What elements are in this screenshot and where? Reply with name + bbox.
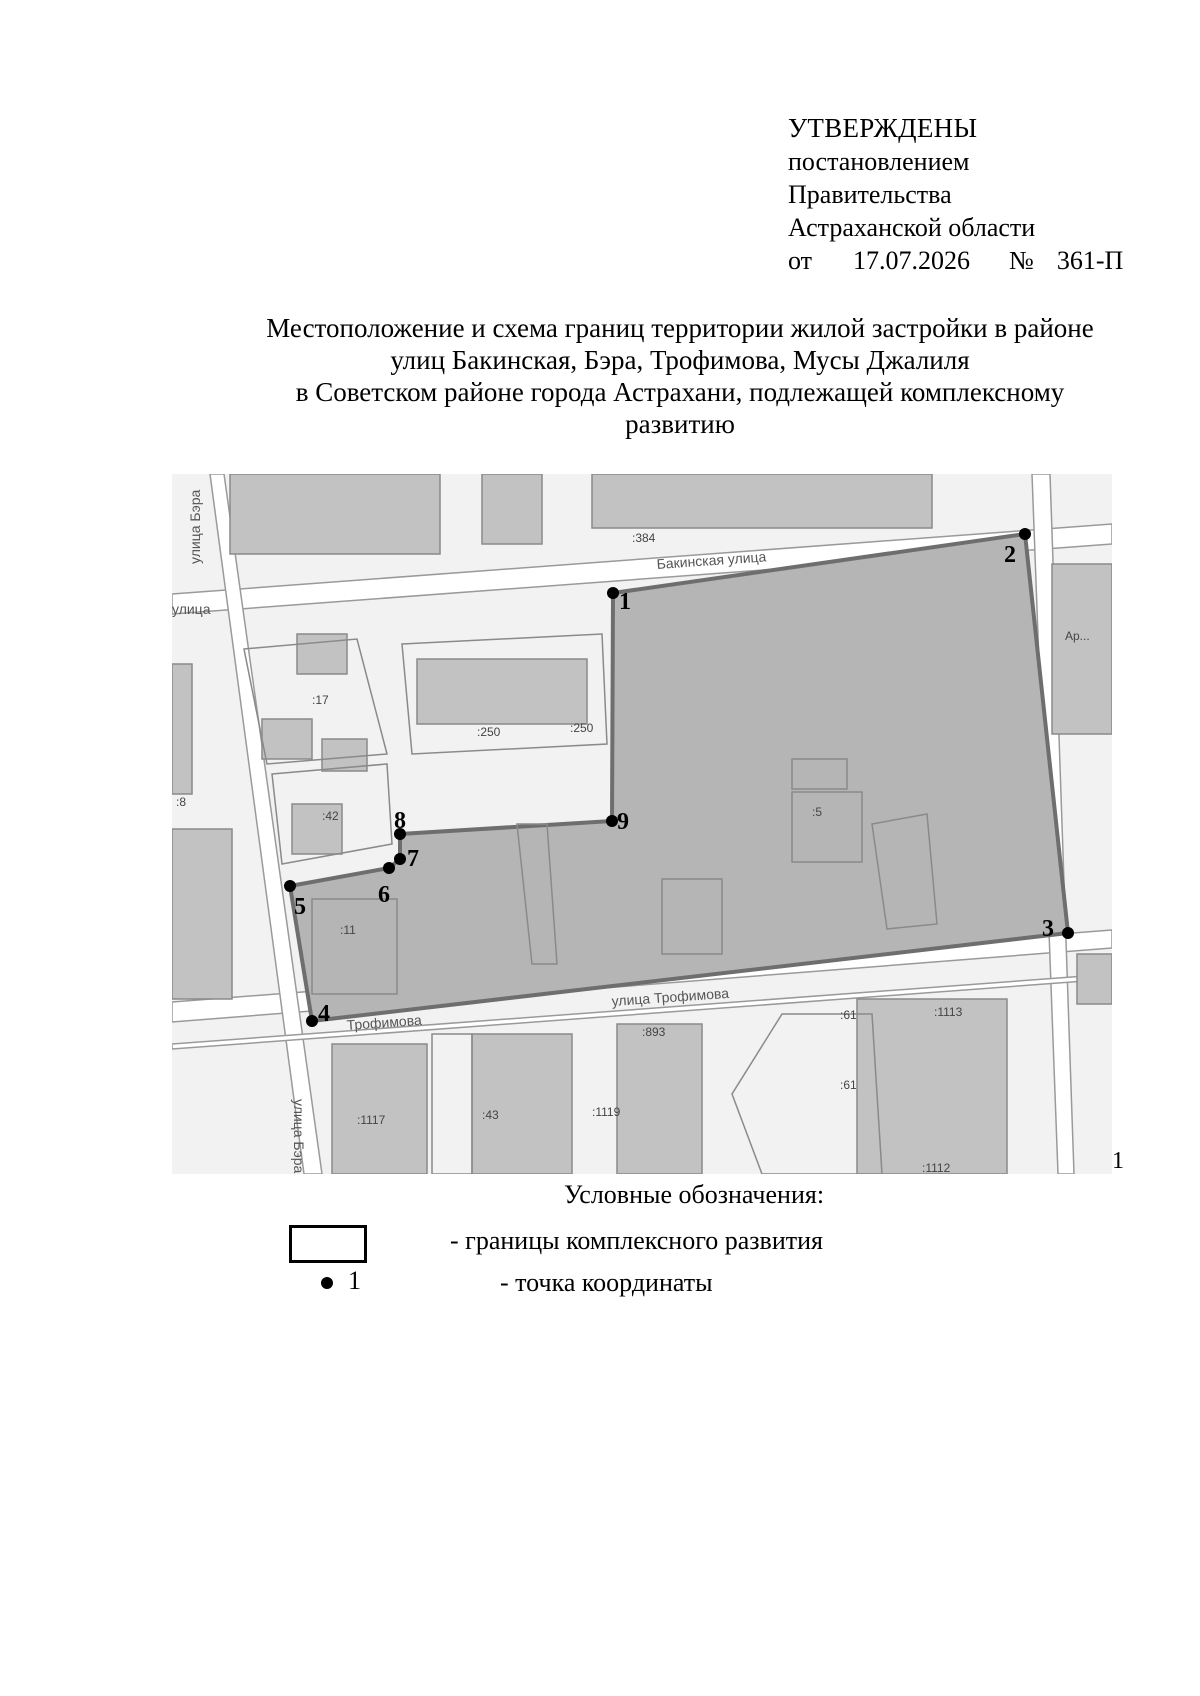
coordinate-point xyxy=(1062,927,1074,939)
legend-point-label: - точка координаты xyxy=(500,1268,713,1297)
title-line-4: развитию xyxy=(625,409,735,439)
parcel-label-893: :893 xyxy=(642,1025,666,1039)
legend-boundary-label: - границы комплексного развития xyxy=(450,1226,823,1255)
parcel-label-61b: :61 xyxy=(840,1078,857,1092)
legend-point-number: 1 xyxy=(348,1266,361,1295)
legend-boundary-symbol xyxy=(289,1225,367,1263)
point-label: 4 xyxy=(318,1001,330,1027)
territory-map xyxy=(172,474,1112,1174)
building-1117 xyxy=(332,1044,427,1174)
street-label-trofimova-short: Трофимова xyxy=(346,1011,423,1033)
parcel-label-1112: :1112 xyxy=(922,1161,951,1174)
point-label: 9 xyxy=(617,809,629,835)
approval-line-decree: постановлением xyxy=(788,147,970,176)
approval-dateline xyxy=(788,244,1123,277)
coordinate-point xyxy=(383,862,395,874)
building-west-2 xyxy=(172,829,232,999)
parcel-label-250b: :250 xyxy=(570,721,594,735)
parcel-label-43: :43 xyxy=(482,1108,499,1122)
approval-heading: УТВЕРЖДЕНЫ xyxy=(788,113,978,143)
parcel-label-17: :17 xyxy=(312,693,329,707)
document-title xyxy=(220,312,1140,440)
parcel-label-1113: :1113 xyxy=(934,1005,963,1019)
parcel-label-8: :8 xyxy=(176,795,187,809)
building-17b xyxy=(262,719,312,759)
parcel-label-1117: :1117 xyxy=(357,1113,386,1127)
coordinate-point xyxy=(394,853,406,865)
label-ar: Ар... xyxy=(1065,629,1090,643)
map-canvas xyxy=(172,474,1112,1174)
point-label: 1 xyxy=(619,589,631,615)
parcel-label-5: :5 xyxy=(812,805,823,819)
legend-point-symbol xyxy=(321,1277,333,1289)
parcel-label-11: :11 xyxy=(340,923,356,937)
point-label: 6 xyxy=(378,882,390,908)
street-label-bakinskaya: Бакинская улица xyxy=(656,548,767,572)
street-label-trofimova: улица Трофимова xyxy=(611,984,730,1009)
approval-number-sign: № xyxy=(1009,246,1034,275)
approval-line-region: Астраханской области xyxy=(788,213,1036,242)
building-nw-2 xyxy=(482,474,542,544)
point-label: 2 xyxy=(1004,542,1016,568)
street-label-bera-top: улица Бэра xyxy=(187,489,203,564)
parcel-label-384: :384 xyxy=(632,531,656,545)
approval-number: 361-П xyxy=(1056,246,1124,275)
approval-date: 17.07.2026 xyxy=(853,246,971,275)
building-1113 xyxy=(857,999,1007,1174)
building-east-2 xyxy=(1077,954,1112,1004)
page-mark: 1 xyxy=(1112,1148,1124,1174)
title-line-1: Местоположение и схема границ территории жилой застройки в районе xyxy=(266,313,1094,343)
approval-block xyxy=(788,112,1123,277)
coordinate-point xyxy=(284,880,296,892)
building-1119 xyxy=(472,1034,572,1174)
building-893 xyxy=(617,1024,702,1174)
approval-line-government: Правительства xyxy=(788,180,952,209)
street-label-bera-bottom: улица Бэра xyxy=(291,1099,307,1174)
parcel-label-61a: :61 xyxy=(840,1008,857,1022)
parcel-label-1119: :1119 xyxy=(592,1105,621,1119)
building-250 xyxy=(417,659,587,724)
title-line-3: в Советском районе города Астрахани, подлежащей комплексному xyxy=(295,377,1065,407)
building-north xyxy=(592,474,932,528)
point-label: 5 xyxy=(294,894,306,920)
parcel-label-42: :42 xyxy=(322,809,339,823)
building-east-1 xyxy=(1052,564,1112,734)
point-label: 7 xyxy=(407,846,419,872)
point-label: 8 xyxy=(394,808,406,834)
coordinate-point xyxy=(607,587,619,599)
building-nw-1 xyxy=(230,474,440,554)
point-label: 3 xyxy=(1042,916,1054,942)
building-west-1 xyxy=(172,664,192,794)
coordinate-point xyxy=(306,1015,318,1027)
approval-date-prefix: от xyxy=(788,246,813,275)
parcel-label-250a: :250 xyxy=(477,725,501,739)
coordinate-point xyxy=(1019,528,1031,540)
title-line-2: улиц Бакинская, Бэра, Трофимова, Мусы Джалиля xyxy=(390,345,970,375)
street-label-edge-left: улица xyxy=(172,601,211,617)
legend-title: Условные обозначения: xyxy=(564,1180,825,1209)
